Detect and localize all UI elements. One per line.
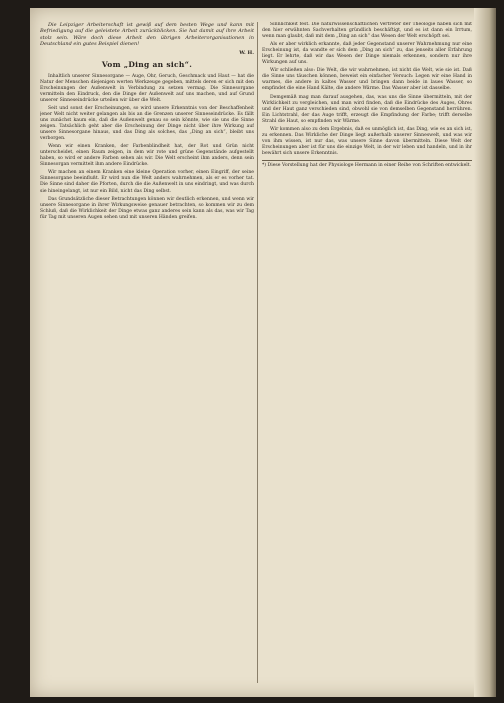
body-paragraph: Seit und sonst der Erscheinungen, so wird unsere Erkenntnis von der Beschaffenheit jener Welt nicht weiter gelangen als bis an die Grenzen unserer Sinneseindrücke. Es fällt uns zunächst kaum ein, daß die Außenwelt genau so sein könnte, wie sie uns die Sinne zeigen. Tatsächlich geht aber die Erscheinung der Dinge nicht über ihre Wirkung auf unsere Sinnesorgane hinaus, und das Ding als solches, das „Ding an sich“, bleibt uns verborgen. — [40, 105, 254, 142]
binding-gutter — [474, 8, 496, 697]
column-divider — [257, 22, 258, 683]
footnote: *) Diese Vorstellung hat der Physiologe Hermann in einer Reihe von Schriften entwickelt. — [262, 160, 472, 169]
body-paragraph: Demgemäß mag man darauf ausgehen, das, was uns die Sinne übermitteln, mit der Wirklichkeit zu vergleichen, und man wird finden, daß die Eindrücke des Auges, Ohres und der Haut ganz verschieden sind, obwohl sie von demselben Gegenstand herrühren. Ein Lichtstrahl, der das Auge trifft, erzeugt die Empfindung der Farbe; trifft derselbe Strahl die Haut, so empfinden wir Wärme. — [262, 94, 472, 124]
left-column — [40, 22, 254, 683]
newspaper-page — [30, 8, 496, 697]
body-paragraph: Wir machen an einem Kranken eine kleine Operation vorher, einen Eingriff, der seine Sinnesorgane beeinflußt. Er wird nun die Welt anders wahrnehmen, als er es vorher tat. Die Sinne sind daher die Pforten, durch die die Außenwelt in uns eindringt, und was durch sie hineingelangt, ist nur ein Bild, nicht das Ding selbst. — [40, 170, 254, 194]
article-headline: Vom „Ding an sich“. — [101, 59, 193, 69]
body-paragraph: Sinnlichkeit fest. Die naturwissenschaftlichen Vertreter der Theologie haben sich mit den hier erwähnten Sachverhalten gründlich beschäftigt, und es ist dann ein Irrtum, wenn man glaubt, daß mit dem „Ding an sich“ das Wesen der Welt erschöpft sei. — [262, 22, 472, 40]
body-paragraph: Wir kommen also zu dem Ergebnis, daß es unmöglich ist, das Ding, wie es an sich ist, zu erkennen. Das Wirkliche der Dinge liegt außerhalb unserer Sinneswelt, und was wir von ihm wissen, ist nur das, was unsere Sinne davon übermitteln. Diese Welt der Erscheinungen aber ist für uns die einzige Welt, in der wir leben und handeln, und in ihr bewährt sich unsere Erkenntnis. — [262, 126, 472, 156]
right-column — [262, 22, 472, 683]
body-paragraph: Als er aber wirklich erkannte, daß jeder Gegenstand unserer Wahrnehmung nur eine Erscheinung ist, da wandte er sich dem „Ding an sich“ zu, das jenseits aller Erfahrung liegt. Er lehrte, daß wir das Wesen der Dinge niemals erkennen, sondern nur ihre Wirkungen auf uns. — [262, 42, 472, 66]
intro-paragraph: Die Leipziger Arbeiterschaft ist gewiß auf dem besten Wege und kann mit Befriedigung auf die geleistete Arbeit zurückblicken. Sie hat damit auf ihre Arbeit stolz sein. Wäre doch diese Arbeit den übrigen Arbeiterorganisationen in Deutschland ein gutes Beispiel dienen! — [40, 22, 254, 48]
body-paragraph: Wir schließen also: Die Welt, die wir wahrnehmen, ist nicht die Welt, wie sie ist. Daß die Sinne uns täuschen können, beweist ein einfacher Versuch: Legen wir eine Hand in warmes, die andere in kaltes Wasser und bringen dann beide in laues Wasser, so empfindet die eine Hand Kälte, die andere Wärme. Das Wasser aber ist dasselbe. — [262, 68, 472, 92]
author-signature: W. H. — [239, 49, 254, 56]
body-paragraph: Inhaltlich unserer Sinnesorgane — Auge, Ohr, Geruch, Geschmack und Haut — hat die Natur der Menschen diejenigen werten Werkzeuge gegeben, mittels deren er sich mit den Erscheinungen der Außenwelt in Verbindung zu setzen vermag. Die Sinnesorgane vermitteln den Eindruck, den die Dinge der Außenwelt auf uns machen, und auf Grund unserer Sinneseindrücke urteilen wir über die Welt. — [40, 73, 254, 103]
body-paragraph: Wenn wir einen Kranken, der Farbenblindheit hat, der Rot und Grün nicht unterscheidet, einen Raum zeigen, in dem wir rote und grüne Gegenstände aufgestellt haben, so wird er andere Farben sehen als wir. Die Welt erscheint ihm anders, denn sein Sinnesorgan vermittelt ihm andere Eindrücke. — [40, 144, 254, 168]
body-paragraph: Das Grundsätzliche dieser Betrachtungen können wir deutlich erkennen, und wenn wir unsere Sinnesorgane in ihrer Wirkungsweise genauer betrachten, so kommen wir zu dem Schluß, daß die Wirklichkeit der Dinge etwas ganz anderes sein kann als das, was wir Tag für Tag mit unseren Augen sehen und mit unseren Händen greifen. — [40, 196, 254, 220]
